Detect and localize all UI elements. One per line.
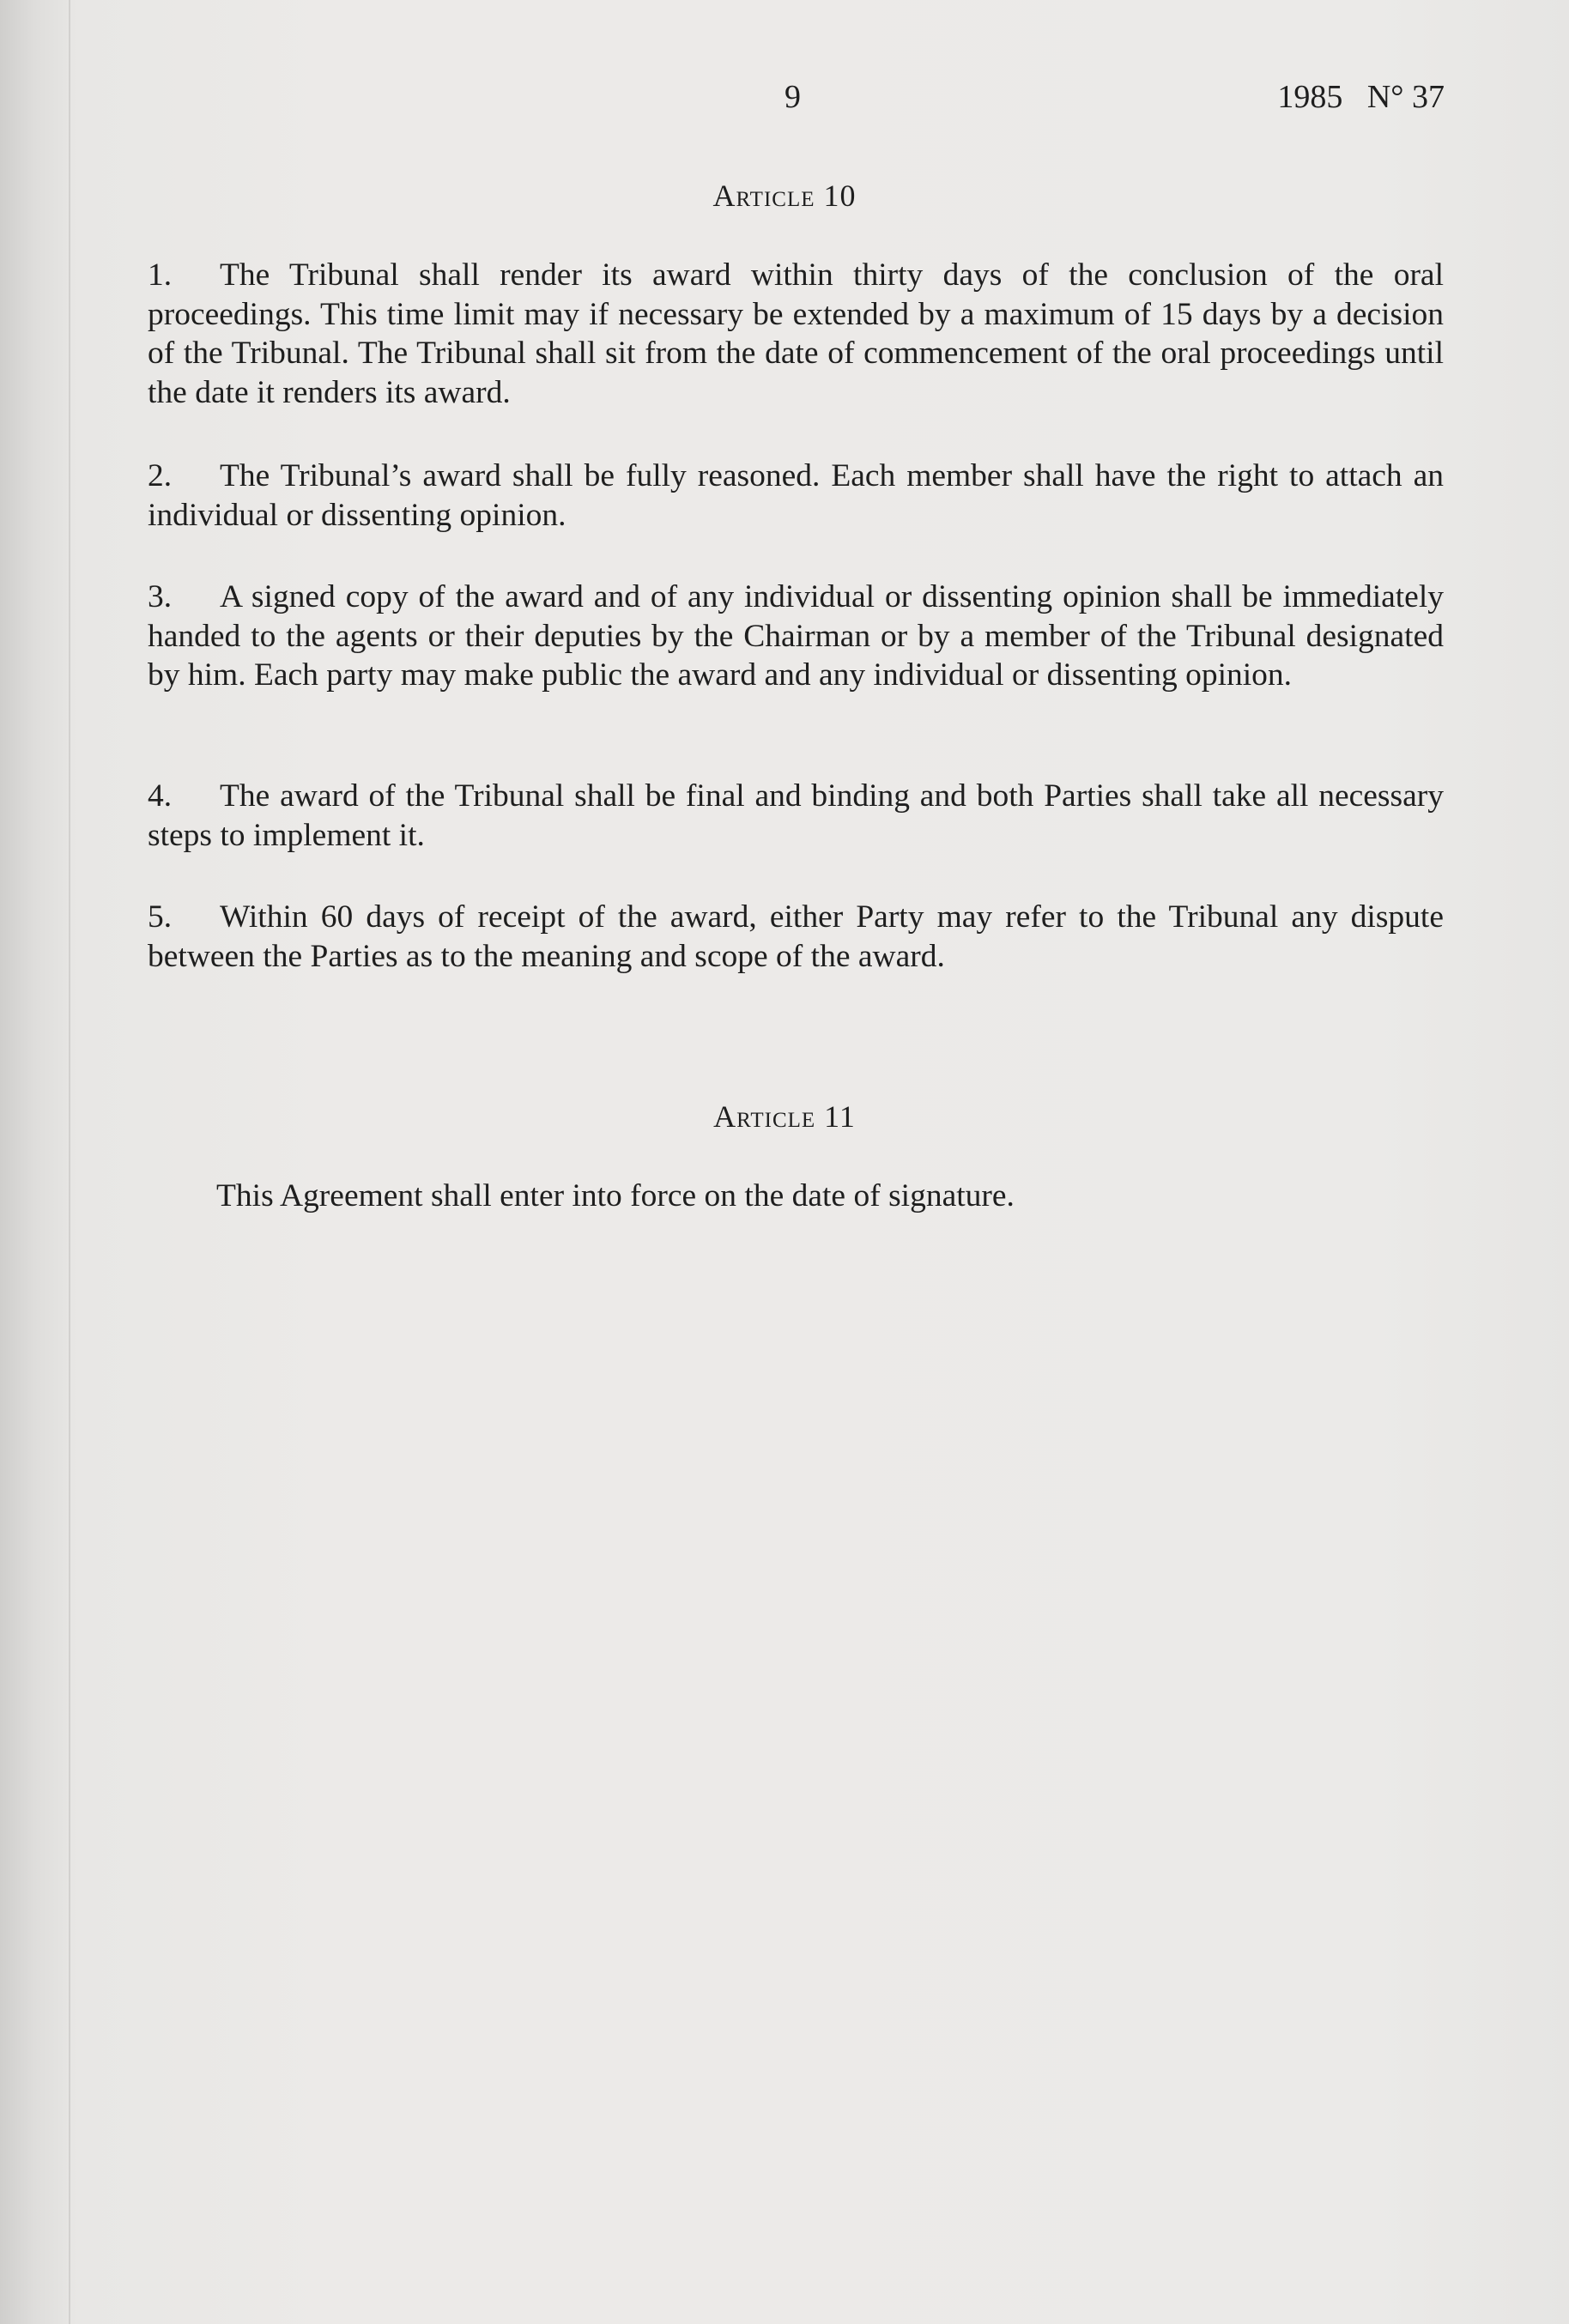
paragraph-number: 3. (148, 579, 173, 614)
paragraph-number: 4. (148, 778, 173, 814)
article-11-heading: Article 11 (713, 1099, 856, 1134)
paragraph-number: 1. (148, 257, 173, 293)
article-10-paragraph-2 (148, 457, 1444, 535)
paragraph-number: 5. (148, 899, 173, 935)
paragraph-text: The award of the Tribunal shall be final and binding and both Parties shall take all necessary steps to implement it. (148, 778, 1444, 853)
document-reference: 1985 N° 37 (1277, 79, 1445, 115)
article-10-paragraph-4 (148, 777, 1444, 855)
article-11-text: This Agreement shall enter into force on the date of signature. (216, 1178, 1015, 1213)
article-10-paragraph-1 (148, 256, 1444, 412)
article-10-paragraph-5 (148, 898, 1444, 976)
article-10-heading: Article 10 (712, 179, 857, 213)
paragraph-text: Within 60 days of receipt of the award, either Party may refer to the Tribunal any dispute between the Parties as to the meaning and scope of the award. (148, 899, 1444, 974)
paragraph-number: 2. (148, 458, 173, 493)
paragraph-text: A signed copy of the award and of any individual or dissenting opinion shall be immediately handed to the agents or their deputies by the Chairman or by a member of the Tribunal designated by him. Each party may make public the award and any individual or dissenting opinion. (148, 579, 1444, 693)
page-binding-edge (69, 0, 70, 2324)
page-number: 9 (784, 79, 801, 115)
paragraph-text: The Tribunal shall render its award within thirty days of the conclusion of the oral proceedings. This time limit may if necessary be extended by a maximum of 15 days by a decision of the Tribunal. The Tribunal shall sit from the date of commencement of the oral proceedings until the date it renders its award. (148, 257, 1444, 410)
article-10-paragraph-3 (148, 578, 1444, 695)
paragraph-text: The Tribunal’s award shall be fully reasoned. Each member shall have the right to attach an individual or dissenting opinion. (148, 458, 1444, 533)
